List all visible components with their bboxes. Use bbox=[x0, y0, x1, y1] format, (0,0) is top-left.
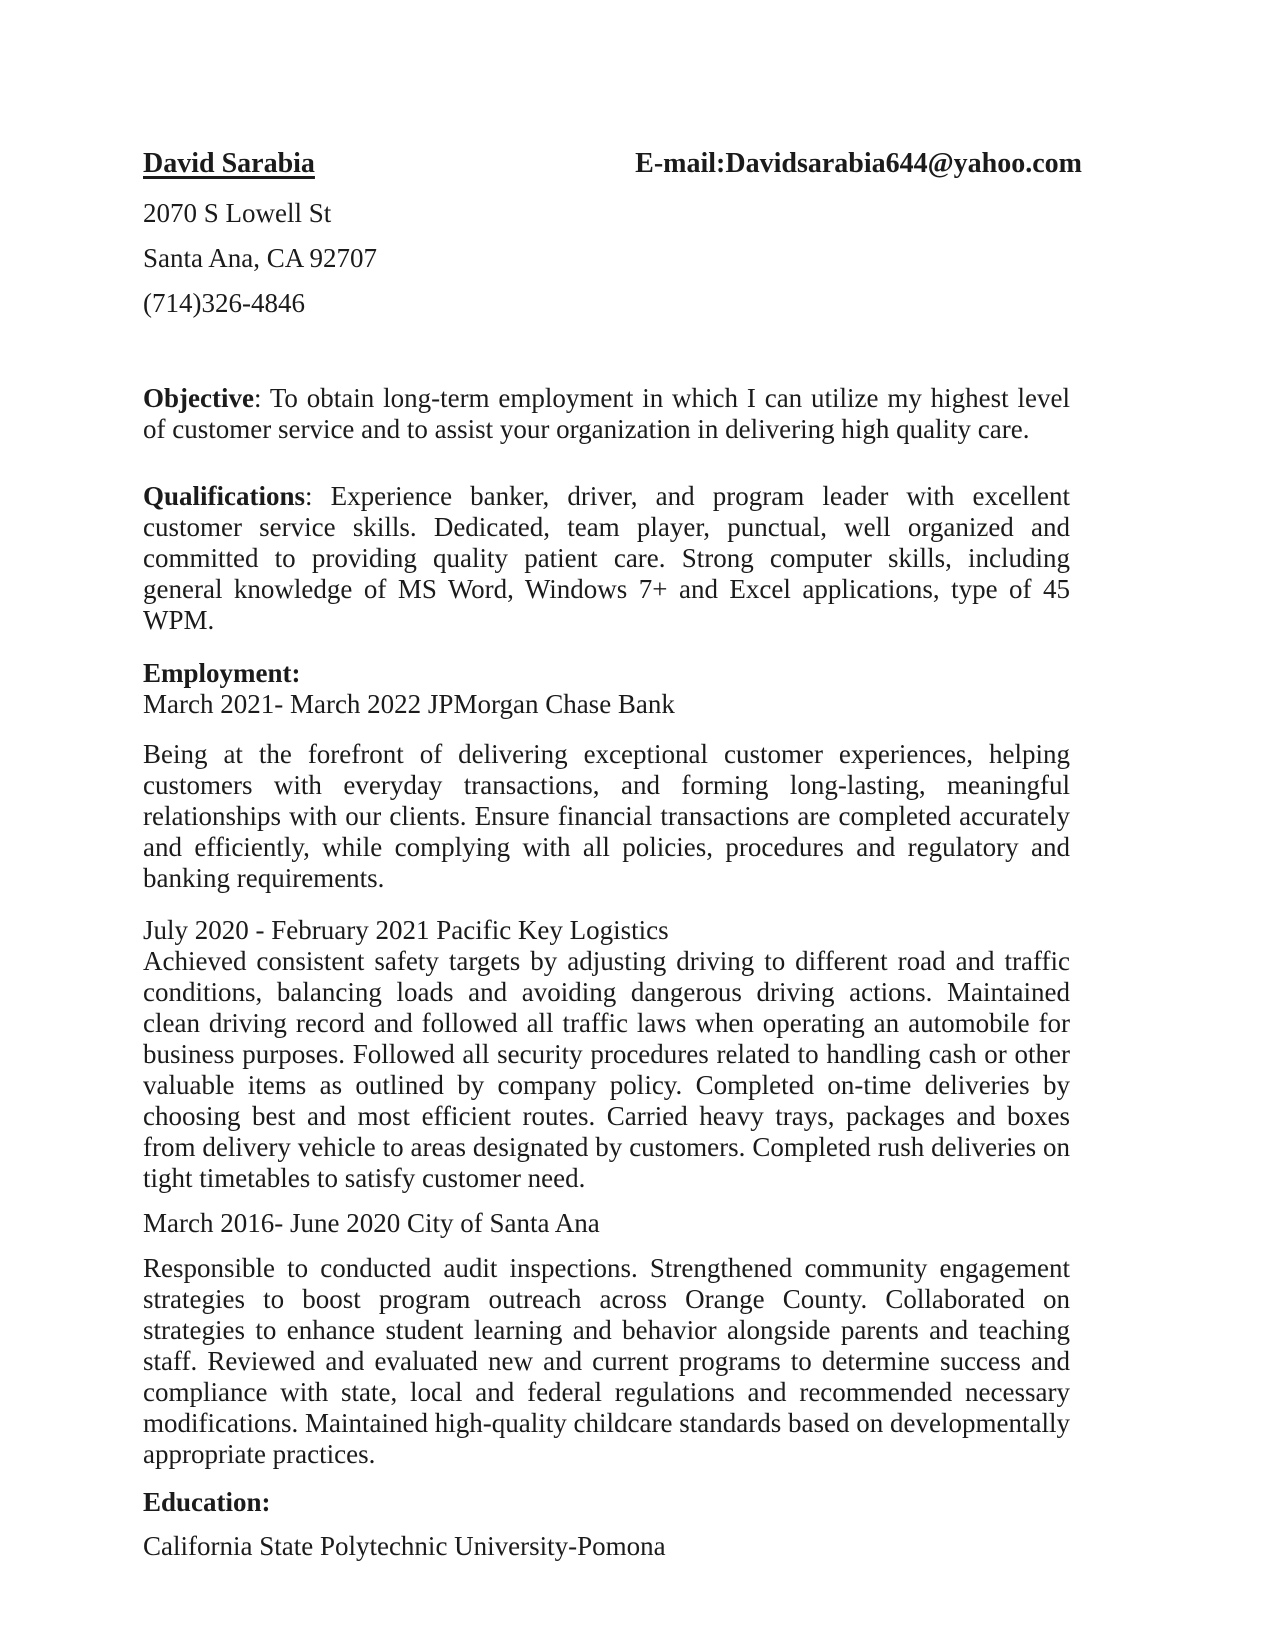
candidate-email: E-mail:Davidsarabia644@yahoo.com bbox=[635, 148, 1082, 179]
objective-paragraph bbox=[143, 383, 1070, 445]
job-description-city-of-santa-ana: Responsible to conducted audit inspections. Strengthened community engagement strategies to boost program outreach across Orange County. Collaborated on strategies to enhance student learning and behavior alongside parents and teaching staff. Reviewed and evaluated new and current programs to determine success and compliance with state, local and federal regulations and recommended necessary modifications. Maintained high-quality childcare standards based on developmentally appropriate practices. bbox=[143, 1253, 1070, 1469]
job-title-pacific-key-logistics: July 2020 - February 2021 Pacific Key Logistics bbox=[143, 915, 669, 945]
job-description-jpmorgan: Being at the forefront of delivering exceptional customer experiences, helping customers with everyday transactions, and forming long-lasting, meaningful relationships with our clients. Ensure financial transactions are completed accurately and efficiently, while complying with all policies, procedures and regulatory and banking requirements. bbox=[143, 739, 1070, 893]
education-school-name: California State Polytechnic University-Pomona bbox=[143, 1531, 666, 1561]
job-description-pacific-key-logistics: Achieved consistent safety targets by adjusting driving to different road and traffic conditions, balancing loads and avoiding dangerous driving actions. Maintained clean driving record and followed all traffic laws when operating an automobile for business purposes. Followed all security procedures related to handling cash or other valuable items as outlined by company policy. Completed on-time deliveries by choosing best and most efficient routes. Carried heavy trays, packages and boxes from delivery vehicle to areas designated by customers. Completed rush deliveries on tight timetables to satisfy customer need. bbox=[143, 946, 1070, 1193]
resume-header bbox=[143, 148, 1082, 179]
objective-separator: : bbox=[253, 383, 270, 413]
address-city-line: Santa Ana, CA 92707 bbox=[143, 243, 377, 273]
objective-text: To obtain long-term employment in which I can utilize my highest level of customer service and to assist your organization in delivering high quality care. bbox=[143, 383, 1070, 444]
qualifications-separator: : bbox=[305, 481, 331, 511]
qualifications-text: Experience banker, driver, and program leader with excellent customer service skills. Dedicated, team player, punctual, well organized and committed to providing quality patient care. Strong computer skills, including general knowledge of MS Word, Windows 7+ and Excel applications, type of 45 WPM. bbox=[143, 481, 1070, 635]
job-title-city-of-santa-ana: March 2016- June 2020 City of Santa Ana bbox=[143, 1208, 600, 1238]
education-section-heading: Education: bbox=[143, 1487, 271, 1517]
candidate-name: David Sarabia bbox=[143, 148, 315, 179]
qualifications-label: Qualifications bbox=[143, 481, 306, 511]
objective-label: Objective bbox=[143, 383, 254, 413]
job-title-jpmorgan: March 2021- March 2022 JPMorgan Chase Bank bbox=[143, 689, 675, 719]
phone-line: (714)326-4846 bbox=[143, 288, 305, 318]
employment-section-heading: Employment: bbox=[143, 658, 301, 688]
address-street-line: 2070 S Lowell St bbox=[143, 198, 332, 228]
qualifications-paragraph bbox=[143, 481, 1070, 636]
